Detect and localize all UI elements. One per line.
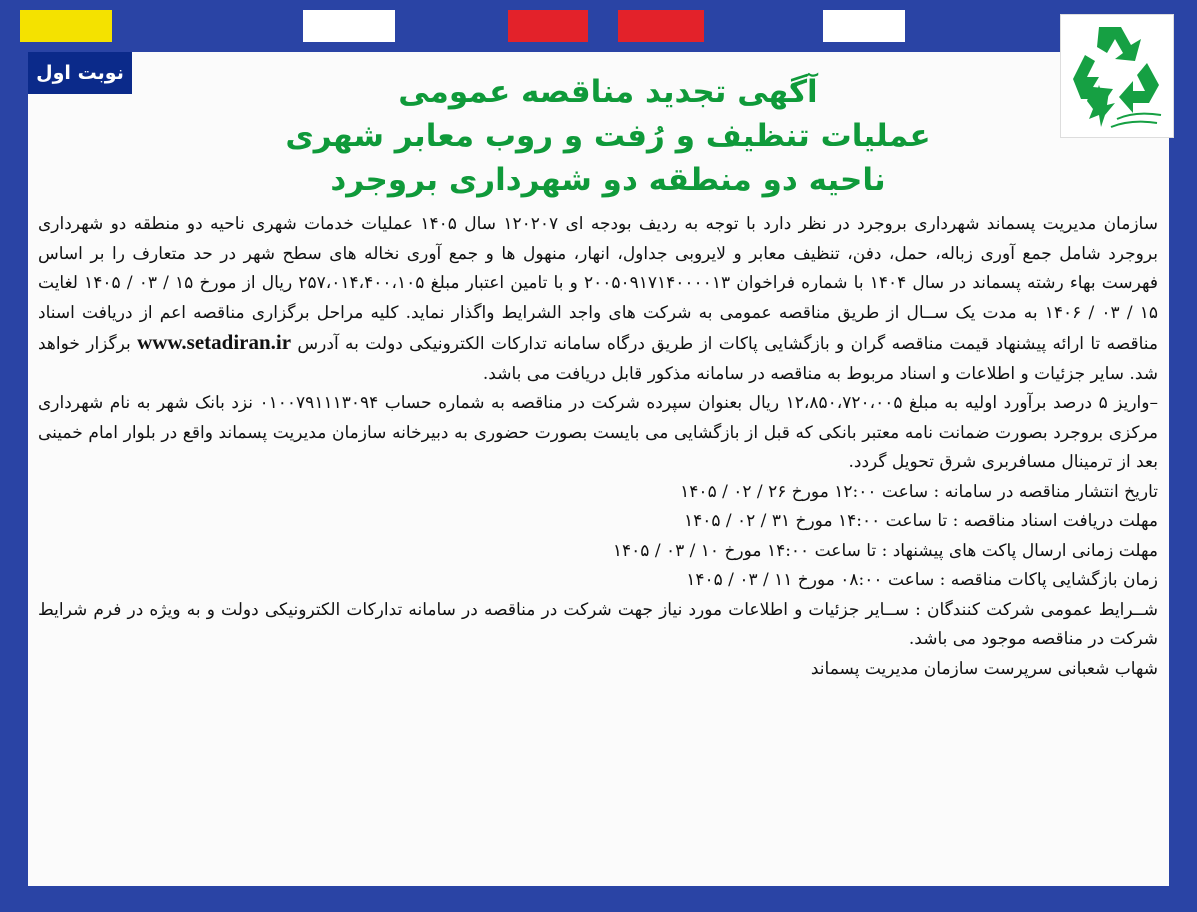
schedule-item: زمان بازگشایی پاکات مناقصه : ساعت ۰۸:۰۰ مورخ ۱۱ / ۰۳ / ۱۴۰۵ (686, 570, 1158, 590)
deposit-paragraph: –واریز ۵ درصد برآورد اولیه به مبلغ ۱۲،۸۵۰،۷۲۰،۰۰۵ ریال بعنوان سپرده شرکت در مناقصه به شماره حساب ۰۱۰۰۷۹۱۱۱۳۰۹۴ نزد بانک شهر به نام شهرداری مرکزی بروجرد بصورت ضمانت نامه معتبر بانکی که قبل از بازگشایی می بایست بصورت حضوری به دبیرخانه سازمان مدیریت پسماند واقع در بلوار امام خمینی بعد از ترمینال مسافربری شرق تحویل گردد. (38, 393, 1158, 472)
schedule-item: مهلت زمانی ارسال پاکت های پیشنهاد : تا ساعت ۱۴:۰۰ مورخ ۱۰ / ۰۳ / ۱۴۰۵ (612, 540, 1158, 561)
schedule-item: تاریخ انتشار مناقصه در سامانه : ساعت ۱۲:۰۰ مورخ ۲۶ / ۰۲ / ۱۴۰۵ (680, 481, 1158, 502)
intro-text-end: برگزار خواهد شد. سایر جزئیات و اطلاعات و اسناد مربوط به مناقصه در سامانه مذکور قابل دریافت می باشد. (38, 334, 1158, 384)
conditions-paragraph: شــرایط عمومی شرکت کنندگان : ســایر جزئیات و اطلاعات مورد نیاز جهت شرکت در مناقصه در سامانه تدارکات الکترونیکی دولت و به ویژه در فرم شرایط شرکت در مناقصه موجود می باشد. (38, 599, 1158, 649)
ad-subtitle: عملیات تنظیف و رُفت و روب معابر شهری (285, 118, 931, 154)
organization-logo (1060, 14, 1174, 138)
intro-text: سازمان مدیریت پسماند شهرداری بروجرد در نظر دارد با توجه به ردیف بودجه ای ۱۲۰۲۰۷ سال ۱۴۰۵ عملیات خدمات شهری ناحیه دو منطقه دو شهرداری بروجرد شامل جمع آوری زباله، حمل، دفن، تنظیف معابر و لایروبی جداول، انهار، منهول ها و جمع آوری نخاله های سطح شهر در حد متعارف را بر اساس فهرست بهاء رشته پسماند در سال ۱۴۰۴ با شماره فراخوان ۲۰۰۵۰۹۱۷۱۴۰۰۰۰۱۳ و با تامین اعتبار مبلغ ۲۵۷،۰۱۴،۴۰۰،۱۰۵ ریال از مورخ ۱۵ / ۰۳ / ۱۴۰۵ لغایت ۱۵ / ۰۳ / ۱۴۰۶ به مدت یک ســال از طریق مناقصه عمومی به شرکت های واجد الشرایط واگذار نماید. کلیه مراحل برگزاری مناقصه اعم از دریافت اسناد مناقصه تا ارائه پیشنهاد قیمت مناقصه گران و بازگشایی پاکات از طریق درگاه سامانه تدارکات الکترونیکی دولت به آدرس (38, 214, 1158, 354)
website-link: www.setadiran.ir (137, 330, 292, 354)
ad-subtitle-location: ناحیه دو منطقه دو شهرداری بروجرد (330, 162, 886, 198)
ad-title-block (178, 70, 1038, 202)
color-swatch-red (618, 10, 704, 42)
schedule-list (38, 478, 1158, 596)
signature: شهاب شعبانی سرپرست سازمان مدیریت پسماند (810, 658, 1158, 679)
schedule-item: مهلت دریافت اسناد مناقصه : تا ساعت ۱۴:۰۰ مورخ ۳۱ / ۰۲ / ۱۴۰۵ (683, 511, 1158, 531)
recycle-icon (1061, 15, 1173, 137)
ad-panel (28, 52, 1169, 886)
color-swatch-white (303, 10, 395, 42)
color-swatch-red (508, 10, 588, 42)
issue-badge: نوبت اول (28, 52, 132, 94)
color-swatch-yellow (20, 10, 112, 42)
color-swatch-white (823, 10, 905, 42)
ad-title: آگهی تجدید مناقصه عمومی (398, 74, 818, 110)
ad-body (38, 210, 1158, 684)
intro-paragraph (38, 210, 1158, 389)
